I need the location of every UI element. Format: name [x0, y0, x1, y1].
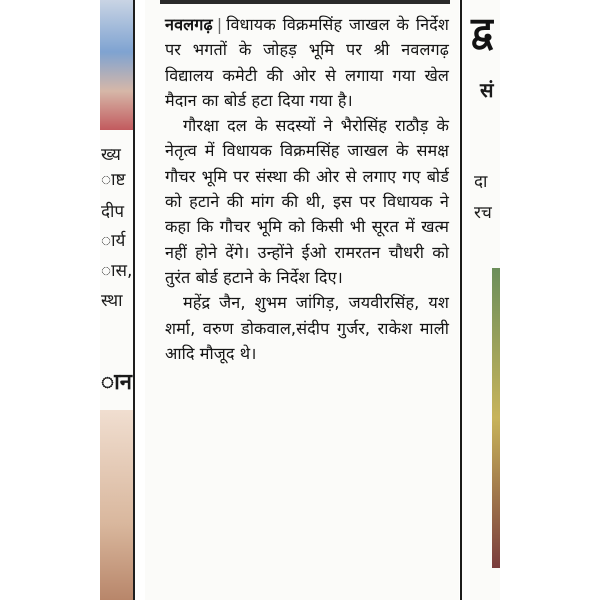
article-paragraph-1: [165, 12, 449, 113]
column-divider-right: [460, 0, 462, 600]
left-fragment: दीप: [101, 202, 125, 222]
left-column-photo-bottom: [100, 410, 133, 600]
left-fragment: ास,: [101, 261, 133, 281]
column-divider-left: [133, 0, 135, 600]
left-fragment: ार्य: [101, 231, 126, 251]
right-fragment: सं: [480, 78, 494, 102]
dateline: नवलगढ़: [165, 15, 213, 34]
article-top-rule: [160, 0, 450, 4]
left-column-photo-top: [100, 0, 133, 130]
paragraph-1-text: विधायक विक्रमसिंह जाखल के निर्देश पर भगतों के जोहड़ भूमि पर श्री नवलगढ़ विद्यालय कमेटी की ओर से लगाया गया खेल मैदान का बोर्ड हटा दिया गया है।: [165, 15, 449, 110]
article-paragraph-2: गौरक्षा दल के सदस्यों ने भैरोसिंह राठौड़ के नेतृत्व में विधायक विक्रमसिंह जाखल के समक्ष गौचर भूमि पर संस्था की ओर से लगाए गए बोर्ड को हटाने की मांग की थी, इस पर विधायक ने कहा कि गौचर भूमि को किसी भी सूरत में खत्म नहीं होने देंगे। उन्होंने ईओ रामरतन चौधरी को तुरंत बोर्ड हटाने के निर्देश दिए।: [165, 116, 449, 287]
left-headline-fragment: ान: [101, 370, 132, 395]
right-column-photo: [492, 268, 500, 568]
right-fragment: रच: [474, 203, 492, 223]
news-article: [165, 12, 449, 366]
dateline-separator: |: [216, 15, 223, 34]
right-fragment: दा: [474, 172, 488, 192]
article-paragraph-3: महेंद्र जैन, शुभम जांगिड़, जयवीरसिंह, यश शर्मा, वरुण डोकवाल,संदीप गुर्जर, राकेश माली आदि मौजूद थे।: [165, 293, 449, 363]
left-fragment: ाष्ट: [101, 170, 126, 190]
left-fragment: ख्य: [101, 145, 121, 165]
left-fragment: स्था: [101, 291, 123, 311]
right-headline-fragment: द्व: [471, 9, 493, 53]
